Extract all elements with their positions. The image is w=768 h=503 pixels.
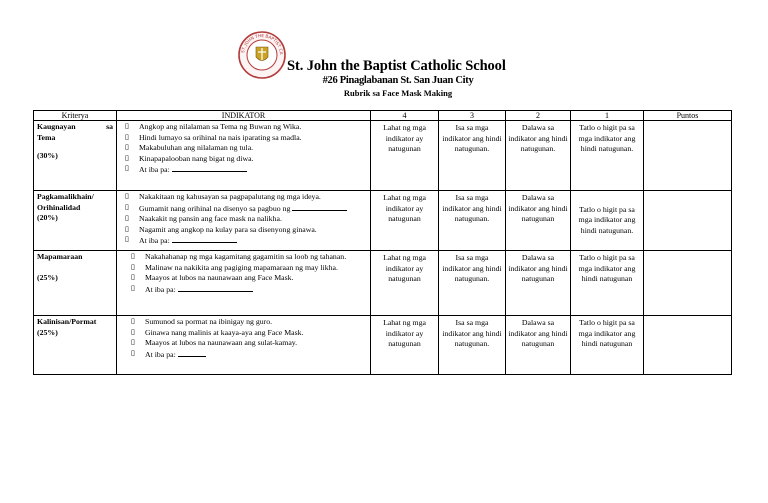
criterion-name-part: Kaugnayan [37, 122, 76, 131]
indicator-item: ▯ At iba pa: [131, 284, 367, 296]
criterion-cell [34, 316, 117, 375]
fill-in-blank [292, 203, 347, 211]
score-2-cell: Dalawa sa indikator ang hindi natugunan [506, 316, 571, 375]
checkbox-bullet-icon: ▯ [125, 132, 129, 141]
school-address: #26 Pinaglabanan St. San Juan City [322, 75, 474, 86]
score-4-cell: Lahat ng mga indikator ay natugunan [371, 191, 439, 251]
criterion-name: Mapamaraan [37, 252, 83, 261]
checkbox-bullet-icon: ▯ [125, 202, 129, 211]
indicator-item: ▯ Naakakit ng pansin ang face mask na nalikha. [125, 214, 282, 224]
table-row [34, 191, 732, 251]
score-4-cell: Lahat ng mga indikator ay natugunan [371, 251, 439, 316]
fill-in-blank [172, 164, 247, 172]
header-score-2: 2 [506, 111, 571, 121]
score-2-cell: Dalawa sa indikator ang hindi natugunan [506, 251, 571, 316]
checkbox-bullet-icon: ▯ [125, 192, 129, 200]
fill-in-blank [172, 235, 237, 243]
checkbox-bullet-icon: ▯ [125, 143, 129, 152]
indicator-item: ▯ At iba pa: [125, 235, 367, 247]
criterion-name-line2: Tema [37, 132, 56, 142]
header-indikator: INDIKATOR [117, 111, 371, 121]
indicator-item: ▯ Malinaw na nakikita ang pagiging mapamaraan ng may likha. [131, 262, 338, 272]
header-score-4: 4 [371, 111, 439, 121]
score-2-cell: Dalawa sa indikator ang hindi natugunan [506, 191, 571, 251]
checkbox-bullet-icon: ▯ [131, 317, 135, 325]
criterion-name-part: sa [106, 122, 113, 131]
indicator-item: ▯ Gumamit nang orihinal na disenyo sa pagbuo ng [125, 203, 367, 215]
indicator-cell [117, 191, 371, 251]
score-4-cell: Lahat ng mga indikator ay natugunan [371, 316, 439, 375]
checkbox-bullet-icon: ▯ [125, 122, 129, 130]
indicator-cell [117, 316, 371, 375]
criterion-percent: (20%) [37, 213, 58, 223]
header-score-1: 1 [571, 111, 644, 121]
criterion-cell [34, 121, 117, 191]
checkbox-bullet-icon: ▯ [125, 164, 129, 173]
fill-in-blank [178, 349, 206, 357]
rubric-title: Rubrik sa Face Mask Making [343, 88, 453, 98]
points-cell [644, 316, 732, 375]
indicator-cell [117, 121, 371, 191]
points-cell [644, 191, 732, 251]
rubric-table [33, 110, 732, 375]
score-3-cell: Isa sa mga indikator ang hindi natugunan. [439, 191, 506, 251]
indicator-item: ▯ Nagamit ang angkop na kulay para sa disenyong ginawa. [125, 224, 317, 234]
points-cell [644, 251, 732, 316]
indicator-item: ▯ At iba pa: [131, 349, 367, 361]
indicator-item: ▯ Makabuluhan ang nilalaman ng tula. [125, 143, 254, 153]
criterion-name: Kalinisan/Pormat [37, 317, 97, 326]
checkbox-bullet-icon: ▯ [131, 273, 135, 282]
header-puntos: Puntos [644, 111, 732, 121]
checkbox-bullet-icon: ▯ [131, 327, 135, 336]
criterion-percent: (25%) [37, 327, 58, 337]
score-1-cell: Tatlo o higit pa sa mga indikator ang hindi natugunan [571, 251, 644, 316]
score-1-cell: Tatlo o higit pa sa mga indikator ang hindi natugunan [571, 316, 644, 375]
seal-text: ST. JOHN THE BAPTIST CA [240, 32, 285, 55]
checkbox-bullet-icon: ▯ [131, 338, 135, 347]
checkbox-bullet-icon: ▯ [131, 262, 135, 271]
school-name: St. John the Baptist Catholic School [287, 58, 506, 74]
table-row [34, 316, 732, 375]
indicator-item: ▯ Nakakitaan ng kahusayan sa pagpapalutang ng mga ideya. [125, 192, 321, 201]
indicator-item: ▯ Angkop ang nilalaman sa Tema ng Buwan ng Wika. [125, 122, 302, 131]
score-3-cell: Isa sa mga indikator ang hindi natugunan. [439, 251, 506, 316]
indicator-item: ▯ Hindi lumayo sa orihinal na nais iparating sa madla. [125, 132, 302, 142]
points-cell [644, 121, 732, 191]
score-2-cell: Dalawa sa indikator ang hindi natugunan. [506, 121, 571, 191]
table-row [34, 121, 732, 191]
indicator-item: ▯ Ginawa nang malinis at kaaya-aya ang Face Mask. [131, 327, 304, 337]
criterion-name-line1: Pagkamalikhain/ [37, 192, 94, 201]
criterion-percent: (30%) [37, 151, 58, 161]
checkbox-bullet-icon: ▯ [125, 224, 129, 233]
fill-in-blank [178, 284, 253, 292]
indicator-item: ▯ Sumunod sa pormat na ibinigay ng guro. [131, 317, 273, 326]
table-header-row [34, 111, 732, 121]
criterion-name-line2: Orihinalidad [37, 202, 81, 212]
checkbox-bullet-icon: ▯ [125, 214, 129, 223]
indicator-item: ▯ Kinapapalooban nang bigat ng diwa. [125, 153, 254, 163]
checkbox-bullet-icon: ▯ [131, 283, 135, 292]
criterion-cell [34, 251, 117, 316]
score-3-cell: Isa sa mga indikator ang hindi natugunan. [439, 121, 506, 191]
checkbox-bullet-icon: ▯ [131, 252, 135, 260]
checkbox-bullet-icon: ▯ [131, 348, 135, 357]
score-4-cell: Lahat ng mga indikator ay natugunan [371, 121, 439, 191]
indicator-item: ▯ Maayos at lubos na naunawaan ang Face Mask. [131, 273, 294, 283]
indicator-cell [117, 251, 371, 316]
checkbox-bullet-icon: ▯ [125, 235, 129, 244]
header-kriterya: Kriterya [34, 111, 117, 121]
indicator-item: ▯ Nakahahanap ng mga kagamitang gagamitin sa loob ng tahanan. [131, 252, 347, 261]
criterion-cell [34, 191, 117, 251]
score-1-cell: Tatlo o higit pa sa mga indikator ang hindi natugunan. [571, 191, 644, 251]
indicator-item: ▯ Maayos at lubos na naunawaan ang sulat-kamay. [131, 338, 298, 348]
score-1-cell: Tatlo o higit pa sa mga indikator ang hindi natugunan. [571, 121, 644, 191]
table-row [34, 251, 732, 316]
header-score-3: 3 [439, 111, 506, 121]
indicator-item: ▯ At iba pa: [125, 164, 367, 176]
checkbox-bullet-icon: ▯ [125, 153, 129, 162]
school-seal-logo [237, 30, 287, 80]
score-3-cell: Isa sa mga indikator ang hindi natugunan. [439, 316, 506, 375]
criterion-percent: (25%) [37, 272, 58, 282]
